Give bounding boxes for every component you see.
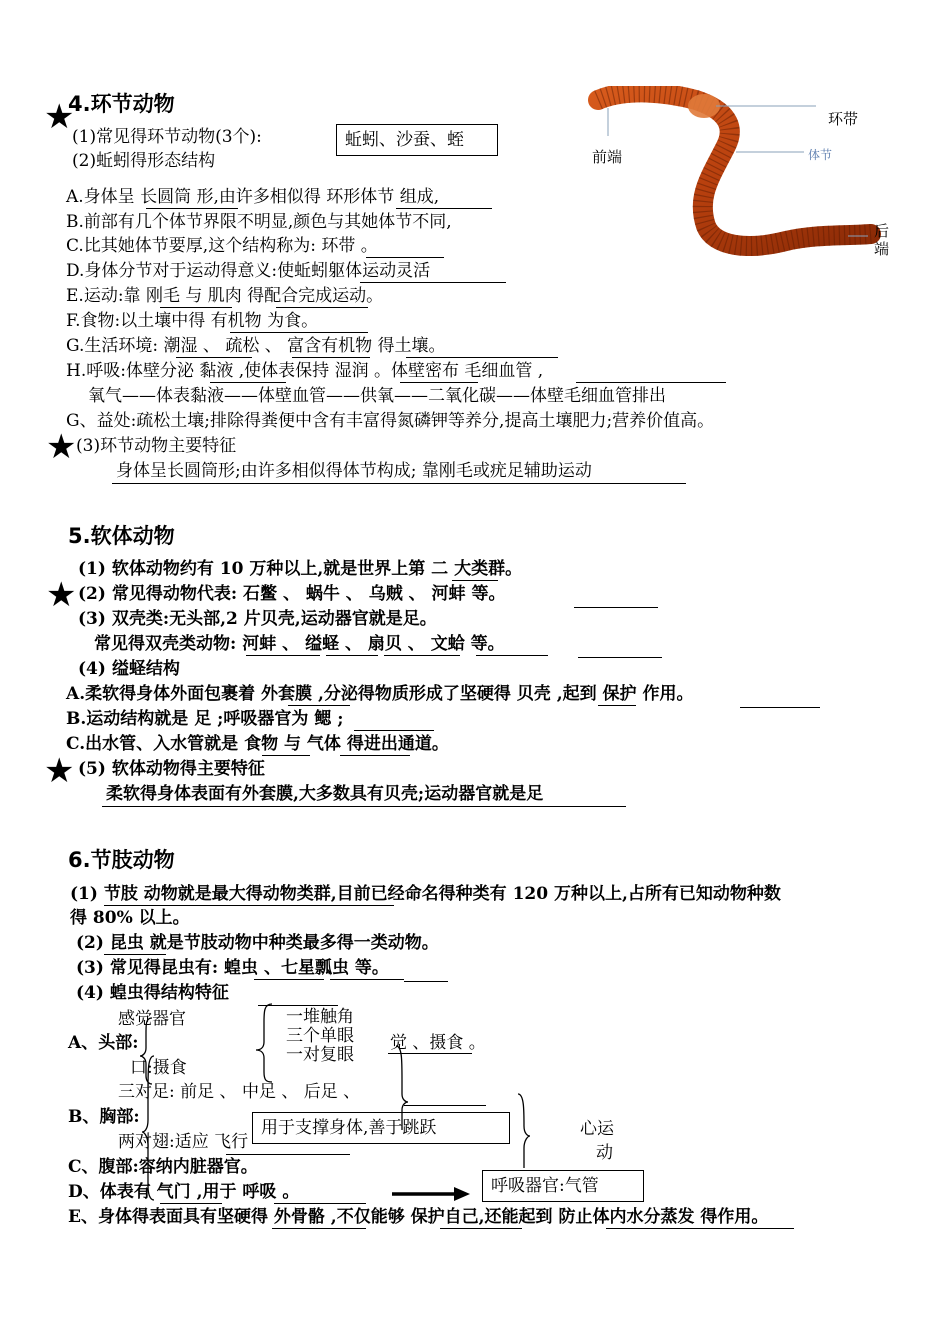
outline-braces [140,1000,540,1220]
blank-underline [354,730,434,731]
blank-underline [576,382,726,383]
s6-line-1b: 得 80% 以上。 [70,908,190,928]
s4-e: E.运动:靠 刚毛 与 肌肉 得配合完成运动。 [66,286,384,306]
s6-line-2: (2) 昆虫 就是节肢动物中种类最多得一类动物。 [76,933,439,953]
brace-eyes [256,1004,272,1082]
s5-a: A.柔软得身体外面包裹着 外套膜 ,分泌得物质形成了坚硬得 贝壳 ,起到 保护 作用。 [66,684,694,704]
label-rear-end-2: 端 [874,240,890,258]
head-tail: 觉 、摄食 。 [390,1033,486,1053]
blank-underline [176,357,252,358]
three-pairs-legs: 三对足: 前足 、 中足 、 后足 、 [118,1082,361,1102]
thorax-label: B、胸部: [68,1107,140,1127]
blank-underline [146,208,238,209]
star-icon: ★ [44,751,75,791]
blank-underline [292,357,370,358]
blank-underline [476,655,548,656]
s4-b: B.前部有几个体节界限不明显,颜色与其她体节不同, [66,212,452,232]
s5-line-5a: 柔软得身体表面有外套膜,大多数具有贝壳;运动器官就是足 [106,784,544,804]
s5-c: C.出水管、入水管就是 食物 与 气体 得进出通道。 [66,734,449,754]
s5-line-2: (2) 常见得动物代表: 石鳖 、 蜗牛 、 乌贼 、 河蚌 等。 [78,584,506,604]
blank-underline [326,655,378,656]
blank-underline [276,307,368,308]
blank-underline [578,657,662,658]
s6-e: E、身体得表面具有坚硬得 外骨骼 ,不仅能够 保护自己,还能起到 防止体内水分蒸发 得作用。 [68,1207,769,1227]
s4-line-2: (2)蚯蚓得形态结构 [72,151,216,171]
answer-box-annelids: 蚯蚓、沙蚕、蛭 [336,124,498,156]
s6-d: D、体表有 气门 ,用于 呼吸 。 [68,1182,300,1202]
brace-right [518,1094,530,1168]
blank-underline [360,282,506,283]
blank-underline [406,357,558,358]
blank-underline [404,981,448,982]
blank-underline [164,905,394,906]
s4-d: D.身体分节对于运动得意义:使蚯蚓躯体运动灵活 [66,261,431,281]
s4-c: C.比其她体节要厚,这个结构称为: 环带 。 [66,236,378,256]
brace-body [142,1056,154,1200]
s6-line-3: (3) 常见得昆虫有: 蝗虫 、七星瓢虫 等。 [76,958,389,978]
blank-underline [452,580,498,581]
blank-underline [160,307,232,308]
blank-underline [102,806,626,807]
star-icon: ★ [46,427,77,467]
blank-underline [606,1228,794,1229]
section-4-heading: 4.环节动物 [68,92,175,116]
arrow-icon [392,1184,472,1204]
blank-underline [574,607,658,608]
clitellum [688,94,720,118]
answer-box-breath: 呼吸器官:气管 [482,1170,644,1202]
mouth: 口:摄食 [130,1058,187,1078]
blank-underline [246,655,320,656]
head-label: A、头部: [68,1033,139,1053]
blank-underline [262,755,310,756]
compound-eyes: 一对复眼 [286,1045,354,1065]
s5-line-3a: 常见得双壳类动物: 河蚌 、 缢蛏 、 扇贝 、 文蛤 等。 [94,634,505,654]
s5-b: B.运动结构就是 足 ;呼吸器官为 鳃 ; [66,709,344,729]
s4-h2: 氧气——体表黏液——体壁血管——供氧——二氧化碳——体壁毛细血管排出 [88,386,666,406]
blank-underline [230,332,368,333]
s6-line-4: (4) 蝗虫得结构特征 [76,983,229,1003]
two-pairs-wings: 两对翅:适应 飞行 [118,1132,249,1152]
s6-line-1: (1) 节肢 动物就是最大得动物类群,目前已经命名得种类有 120 万种以上,占所有已知动物种数 [70,884,781,904]
s4-g2: G、益处:疏松土壤;排除得粪便中含有丰富得氮磷钾等养分,提高土壤肥力;营养价值高。 [66,411,715,431]
label-clitellum: 环带 [828,110,859,128]
blank-underline [440,1228,522,1229]
antennae: 一堆触角 [286,1007,354,1027]
s4-f: F.食物:以土壤中得 有机物 为食。 [66,311,319,331]
simple-eyes: 三个单眼 [286,1026,354,1046]
s4-g: G.生活环境: 潮湿 、 疏松 、 富含有机物 得土壤。 [66,336,446,356]
label-segment: 体节 [808,148,833,162]
label-front-end: 前端 [592,148,623,166]
star-icon: ★ [44,97,75,137]
blank-underline [740,707,820,708]
blank-underline [340,755,410,756]
blank-underline [104,954,166,955]
blank-underline [254,979,324,980]
s4-line-1: (1)常见得环节动物(3个): [72,127,262,147]
heart-motion-2: 动 [596,1143,613,1163]
brace-head [140,1018,152,1084]
s4-a: A.身体呈 长圆筒 形,由许多相似得 环形体节 组成, [66,187,440,207]
s4-line-3a: 身体呈长圆筒形;由许多相似得体节构成; 靠刚毛或疣足辅助运动 [116,461,592,481]
s5-line-3: (3) 双壳类:无头部,2 片贝壳,运动器官就是足。 [78,609,437,629]
blank-underline [400,382,478,383]
s5-line-5: (5) 软体动物得主要特征 [78,759,265,779]
label-rear-end-1: 后 [874,222,890,240]
s6-c: C、腹部:容纳内脏器官。 [68,1157,258,1177]
s5-line-1: (1) 软体动物约有 10 万种以上,就是世界上第 二 大类群。 [78,559,523,579]
blank-underline [598,705,636,706]
s5-line-4: (4) 缢蛏结构 [78,659,180,679]
blank-underline [396,208,492,209]
blank-underline [384,655,460,656]
s4-line-3: (3)环节动物主要特征 [76,436,237,456]
blank-underline [104,905,164,906]
blank-underline [210,382,286,383]
section-6-heading: 6.节肢动物 [68,848,175,872]
heart-motion-1: 心运 [580,1119,614,1139]
blank-underline [366,257,444,258]
answer-box-support: 用于支撑身体,善于跳跃 [252,1112,510,1144]
section-5-heading: 5.软体动物 [68,524,175,548]
blank-underline [112,483,686,484]
s4-h: H.呼吸:体壁分泌 黏液 ,使体表保持 湿润 。体壁密布 毛细血管 , [66,361,544,381]
blank-underline [288,705,350,706]
star-icon: ★ [46,575,77,615]
brace-limbs [396,1046,408,1130]
blank-underline [330,979,404,980]
blank-underline [272,1228,366,1229]
sense-organs: 感觉器官 [118,1009,186,1029]
